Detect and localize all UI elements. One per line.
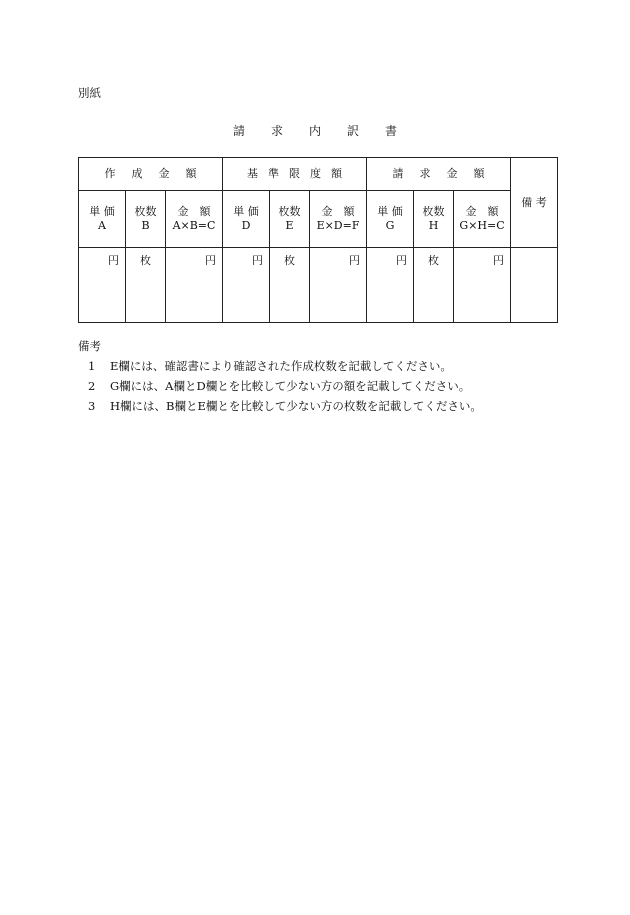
notes-heading: 備考 [78, 339, 101, 353]
document-title [0, 122, 630, 139]
subheader-count-e: 枚数 E [270, 191, 310, 248]
cell-count-e: 枚 [270, 248, 310, 323]
annex-label: 別紙 [78, 86, 101, 100]
note-text: G欄には、A欄とD欄とを比較して少ない方の額を記載してください。 [110, 379, 471, 393]
cell-amount-f: 円 [310, 248, 367, 323]
note-item [78, 356, 482, 376]
remarks-header: 備 考 [511, 158, 558, 248]
group-header-production-amount: 作 成 金 額 [79, 158, 223, 191]
title-char: 書 [385, 124, 398, 138]
note-text: H欄には、B欄とE欄とを比較して少ない方の枚数を記載してください。 [110, 399, 482, 413]
subheader-amount-f: 金 額 E×D=F [310, 191, 367, 248]
cell-remarks [511, 248, 558, 323]
title-char: 求 [270, 124, 283, 138]
group-header-limit-amount: 基 準 限 度 額 [223, 158, 367, 191]
note-text: E欄には、確認書により確認された作成枚数を記載してください。 [110, 359, 452, 373]
subheader-unit-price-a: 単 価 A [79, 191, 126, 248]
title-char: 訳 [347, 124, 360, 138]
subheader-count-h: 枚数 H [414, 191, 454, 248]
note-item [78, 396, 482, 416]
cell-count-b: 枚 [126, 248, 166, 323]
cell-unit-price-d: 円 [223, 248, 270, 323]
note-item [78, 376, 482, 396]
breakdown-table [78, 157, 558, 323]
note-number: 2 [88, 379, 96, 393]
subheader-amount-c: 金 額 A×B=C [166, 191, 223, 248]
note-number: 3 [88, 399, 96, 413]
subheader-count-b: 枚数 B [126, 191, 166, 248]
note-number: 1 [88, 359, 96, 373]
subheader-unit-price-d: 単 価 D [223, 191, 270, 248]
cell-unit-price-a: 円 [79, 248, 126, 323]
group-header-claim-amount: 請 求 金 額 [367, 158, 511, 191]
subheader-amount-gh: 金 額 G×H=C [454, 191, 511, 248]
cell-count-h: 枚 [414, 248, 454, 323]
cell-amount-c: 円 [166, 248, 223, 323]
cell-unit-price-g: 円 [367, 248, 414, 323]
subheader-unit-price-g: 単 価 G [367, 191, 414, 248]
title-char: 請 [232, 124, 245, 138]
notes-section [78, 336, 482, 416]
cell-amount-gh: 円 [454, 248, 511, 323]
title-char: 内 [308, 124, 321, 138]
